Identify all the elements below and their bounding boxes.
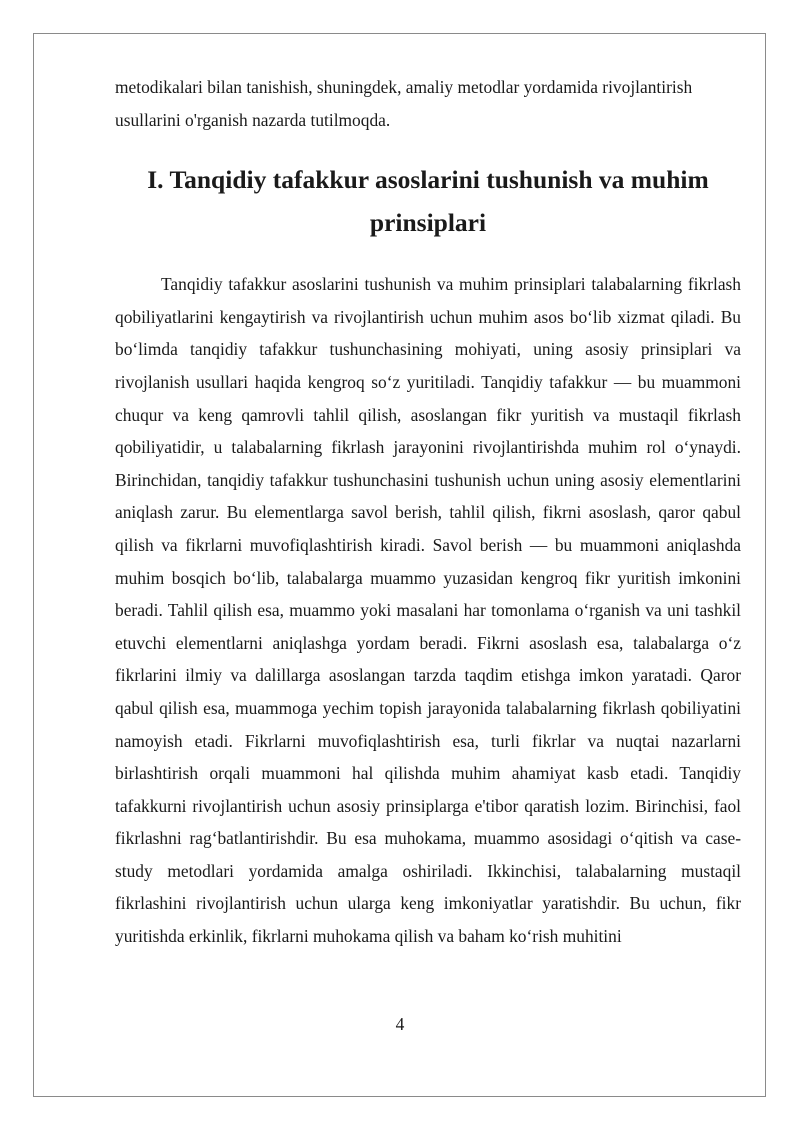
section-heading: I. Tanqidiy tafakkur asoslarini tushunish va muhim prinsiplari: [147, 165, 709, 238]
intro-paragraph: metodikalari bilan tanishish, shuningdek, amaliy metodlar yordamida rivojlantirish usullarini o'rganish nazarda tutilmoqda.: [115, 77, 693, 130]
body-paragraph: Tanqidiy tafakkur asoslarini tushunish va muhim prinsiplari talabalarning fikrlash qobiliyatlarini kengaytirish va rivojlantirish uchun muhim asos bo‘lib xizmat qiladi. Bu bo‘limda tanqidiy tafakkur tushunchasining mohiyati, uning asosiy prinsiplari va rivojlanish usullari haqida kengroq so‘z yuritiladi. Tanqidiy tafakkur — bu muammoni chuqur va keng qamrovli tahlil qilish, asoslangan fikr yuritish va mustaqil fikrlash qobiliyatidir, u talabalarning fikrlash jarayonini rivojlantirishda muhim rol o‘ynaydi. Birinchidan, tanqidiy tafakkur tushunchasini tushunish uchun uning asosiy elementlarini aniqlash zarur. Bu elementlarga savol berish, tahlil qilish, fikrni asoslash, qaror qabul qilish va fikrlarni muvofiqlashtirish kiradi. Savol berish — bu muammoni aniqlashda muhim bosqich bo‘lib, talabalarga muammo yuzasidan kengroq fikr yuritish imkonini beradi. Tahlil qilish esa, muammo yoki masalani har tomonlama o‘rganish va uni tashkil etuvchi elementlarni aniqlashga yordam beradi. Fikrni asoslash esa, talabalarga o‘z fikrlarini ilmiy va dalillarga asoslangan tarzda taqdim etishga imkon yaratadi. Qaror qabul qilish esa, muammoga yechim topish jarayonida talabalarning fikrlash qobiliyatini namoyish etadi. Fikrlarni muvofiqlashtirish esa, turli fikrlar va nuqtai nazarlarni birlashtirish orqali muammoni hal qilishda muhim ahamiyat kasb etadi. Tanqidiy tafakkurni rivojlantirish uchun asosiy prinsiplarga e'tibor qaratish lozim. Birinchisi, faol fikrlashni rag‘batlantirishdir. Bu esa muhokama, muammo asosidagi o‘qitish va case-study metodlari yordamida amalga oshiriladi. Ikkinchisi, talabalarning mustaqil fikrlashini rivojlantirish uchun ularga keng imkoniyatlar yaratishdir. Bu uchun, fikr yuritishda erkinlik, fikrlarni muhokama qilish va baham ko‘rish muhitini: [115, 274, 741, 947]
page-number: 4: [395, 1014, 405, 1034]
document-body: [115, 71, 741, 953]
